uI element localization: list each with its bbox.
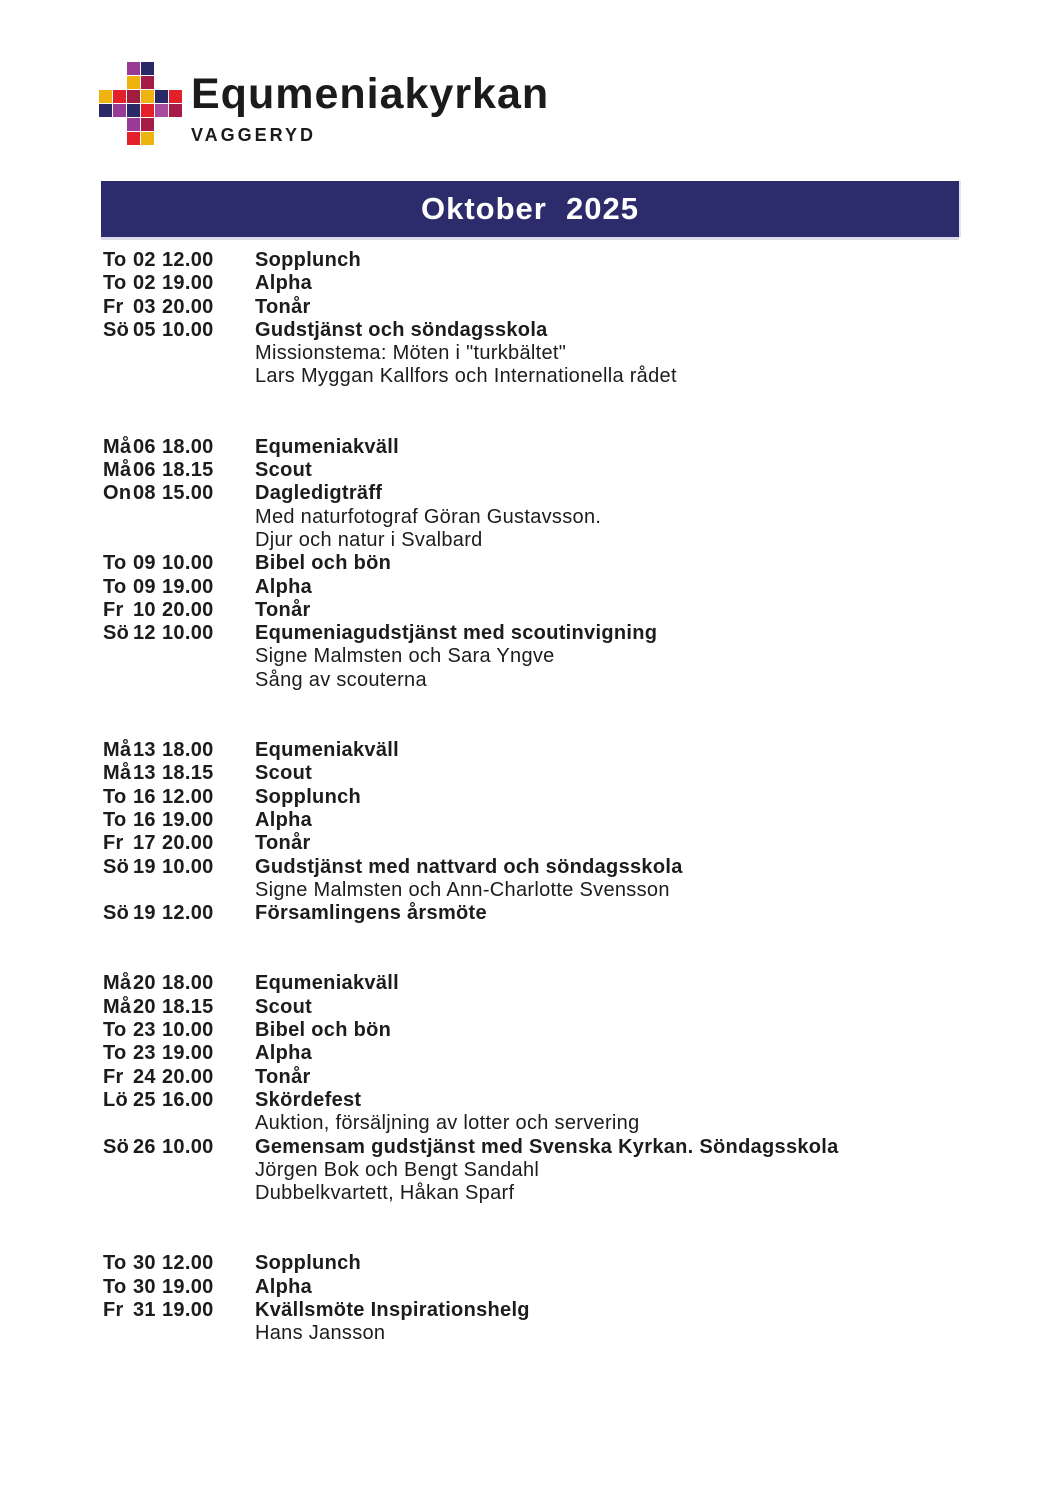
event-date: 30	[133, 1252, 156, 1275]
event-day: Må	[103, 459, 132, 482]
event-time: 20.00	[162, 832, 214, 855]
event-row	[103, 1042, 975, 1065]
event-time: 18.15	[162, 762, 214, 785]
event-title: Tonår	[255, 1065, 311, 1088]
event-row	[103, 622, 975, 645]
event-date: 19	[133, 855, 156, 878]
event-detail: Hans Jansson	[255, 1322, 386, 1345]
event-row	[103, 762, 975, 785]
event-date: 20	[133, 995, 156, 1018]
event-day: Må	[103, 435, 132, 458]
logo-cross-cell	[99, 104, 112, 117]
logo-cross-cell	[141, 104, 154, 117]
event-row	[103, 809, 975, 832]
event-title: Församlingens årsmöte	[255, 902, 487, 925]
logo-cross-cell	[141, 132, 154, 145]
event-detail: Djur och natur i Svalbard	[255, 528, 483, 551]
event-title: Alpha	[255, 808, 313, 831]
event-row	[103, 249, 975, 272]
event-title: Kvällsmöte Inspirationshelg	[255, 1298, 530, 1321]
event-day: Lö	[103, 1088, 129, 1111]
schedule-block	[103, 436, 975, 692]
event-day: To	[103, 1275, 127, 1298]
month-title-bar	[101, 181, 959, 237]
event-date: 26	[133, 1135, 156, 1158]
event-time: 20.00	[162, 1065, 214, 1088]
event-day: Fr	[103, 598, 124, 621]
event-row	[103, 1089, 975, 1112]
event-detail: Sång av scouterna	[255, 668, 427, 691]
event-time: 10.00	[162, 855, 214, 878]
event-title: Alpha	[255, 1042, 313, 1065]
event-row	[103, 786, 975, 809]
event-title: Scout	[255, 762, 313, 785]
event-day: Fr	[103, 1298, 124, 1321]
event-title: Skördefest	[255, 1088, 362, 1111]
event-detail: Signe Malmsten och Sara Yngve	[255, 645, 555, 668]
event-title: Equmeniakväll	[255, 972, 399, 995]
event-day: To	[103, 1019, 127, 1042]
event-day: Sö	[103, 902, 130, 925]
month-title: Oktober 2025	[420, 191, 640, 226]
equmeniakyrkan-cross-icon	[99, 62, 182, 145]
event-time: 19.00	[162, 1298, 214, 1321]
event-title: Gudstjänst med nattvard och söndagsskola	[255, 855, 683, 878]
event-title: Bibel och bön	[255, 1019, 392, 1042]
event-row	[103, 1299, 975, 1322]
event-detail: Lars Myggan Kallfors och Internationella rådet	[255, 365, 677, 388]
event-day: Sö	[103, 1135, 130, 1158]
event-date: 12	[133, 622, 156, 645]
event-time: 12.00	[162, 902, 214, 925]
logo-cross-cell	[141, 118, 154, 131]
schedule-block	[103, 739, 975, 925]
event-day: Må	[103, 995, 132, 1018]
event-title: Gemensam gudstjänst med Svenska Kyrkan. Söndagsskola	[255, 1135, 839, 1158]
event-day: On	[103, 482, 132, 505]
event-date: 13	[133, 739, 156, 762]
logo-cross-cell	[141, 62, 154, 75]
schedule	[103, 249, 975, 1346]
event-title: Alpha	[255, 575, 313, 598]
event-time: 16.00	[162, 1088, 214, 1111]
event-day: Må	[103, 972, 132, 995]
event-date: 09	[133, 575, 156, 598]
event-day: To	[103, 249, 127, 271]
event-row	[103, 272, 975, 295]
event-row	[103, 552, 975, 575]
event-row	[103, 739, 975, 762]
event-time: 19.00	[162, 808, 214, 831]
event-row	[103, 1066, 975, 1089]
event-date: 16	[133, 808, 156, 831]
logo-cross-cell	[127, 132, 140, 145]
logo-cross-cell	[127, 118, 140, 131]
schedule-block	[103, 1252, 975, 1345]
logo-cross-cell	[169, 104, 182, 117]
logo-cross-cell	[169, 90, 182, 103]
event-title: Sopplunch	[255, 1252, 362, 1275]
event-row	[103, 599, 975, 622]
event-time: 12.00	[162, 1252, 214, 1275]
event-title: Equmeniakväll	[255, 435, 399, 458]
event-row	[103, 1136, 975, 1159]
event-day: Sö	[103, 855, 130, 878]
event-time: 10.00	[162, 318, 214, 341]
event-time: 19.00	[162, 575, 214, 598]
event-date: 13	[133, 762, 156, 785]
event-date: 17	[133, 832, 156, 855]
event-day: To	[103, 1252, 127, 1275]
event-row	[103, 319, 975, 342]
logo-text	[191, 60, 549, 146]
event-title: Tonår	[255, 832, 311, 855]
event-row	[103, 1276, 975, 1299]
event-day: To	[103, 808, 127, 831]
event-date: 09	[133, 552, 156, 575]
event-title: Bibel och bön	[255, 552, 392, 575]
event-title: Sopplunch	[255, 785, 362, 808]
event-title: Alpha	[255, 272, 313, 295]
event-time: 15.00	[162, 482, 214, 505]
event-date: 25	[133, 1088, 156, 1111]
event-row	[103, 972, 975, 995]
event-date: 24	[133, 1065, 156, 1088]
event-date: 10	[133, 598, 156, 621]
event-detail: Auktion, försäljning av lotter och servering	[255, 1112, 640, 1135]
event-date: 20	[133, 972, 156, 995]
event-time: 20.00	[162, 598, 214, 621]
event-date: 19	[133, 902, 156, 925]
event-day: Sö	[103, 318, 130, 341]
event-title: Alpha	[255, 1275, 313, 1298]
event-date: 05	[133, 318, 156, 341]
event-title: Equmeniagudstjänst med scoutinvigning	[255, 622, 658, 645]
event-row	[103, 832, 975, 855]
event-title: Scout	[255, 995, 313, 1018]
event-title: Equmeniakväll	[255, 739, 399, 762]
event-time: 19.00	[162, 1275, 214, 1298]
event-time: 18.00	[162, 435, 214, 458]
event-detail: Signe Malmsten och Ann-Charlotte Svensson	[255, 878, 670, 901]
logo-cross-cell	[127, 104, 140, 117]
event-detail: Jörgen Bok och Bengt Sandahl	[255, 1158, 540, 1181]
event-date: 16	[133, 785, 156, 808]
logo-cross-cell	[113, 104, 126, 117]
event-detail: Med naturfotograf Göran Gustavsson.	[255, 505, 602, 528]
event-date: 06	[133, 435, 156, 458]
event-title: Gudstjänst och söndagsskola	[255, 318, 548, 341]
event-day: To	[103, 575, 127, 598]
event-title: Scout	[255, 459, 313, 482]
event-title: Tonår	[255, 295, 311, 318]
event-title: Tonår	[255, 598, 311, 621]
event-day: To	[103, 785, 127, 808]
event-row	[103, 1252, 975, 1275]
event-title: Sopplunch	[255, 249, 362, 271]
event-time: 10.00	[162, 1019, 214, 1042]
event-row	[103, 296, 975, 319]
event-day: Fr	[103, 295, 124, 318]
logo-cross-cell	[141, 76, 154, 89]
event-detail: Missionstema: Möten i "turkbältet"	[255, 342, 567, 365]
logo	[99, 60, 549, 146]
event-day: Sö	[103, 622, 130, 645]
schedule-block	[103, 249, 975, 389]
event-date: 06	[133, 459, 156, 482]
event-row	[103, 436, 975, 459]
event-day: To	[103, 552, 127, 575]
event-time: 10.00	[162, 622, 214, 645]
event-row	[103, 902, 975, 925]
logo-cross-cell	[127, 62, 140, 75]
event-time: 19.00	[162, 1042, 214, 1065]
event-day: Fr	[103, 1065, 124, 1088]
event-date: 23	[133, 1042, 156, 1065]
schedule-block	[103, 972, 975, 1205]
event-row	[103, 856, 975, 879]
event-row	[103, 996, 975, 1019]
logo-subtitle: VAGGERYD	[191, 125, 317, 145]
event-row	[103, 459, 975, 482]
logo-cross-cell	[155, 90, 168, 103]
logo-cross-cell	[155, 104, 168, 117]
event-date: 08	[133, 482, 156, 505]
event-date: 23	[133, 1019, 156, 1042]
event-day: To	[103, 1042, 127, 1065]
event-day: Må	[103, 739, 132, 762]
event-day: To	[103, 272, 127, 295]
event-time: 10.00	[162, 1135, 214, 1158]
logo-cross-cell	[113, 90, 126, 103]
event-time: 19.00	[162, 272, 214, 295]
event-time: 20.00	[162, 295, 214, 318]
event-title: Dagledigträff	[255, 482, 383, 505]
logo-cross-cell	[99, 90, 112, 103]
event-row	[103, 1019, 975, 1042]
event-date: 31	[133, 1298, 156, 1321]
event-time: 10.00	[162, 552, 214, 575]
event-time: 18.15	[162, 459, 214, 482]
logo-cross-cell	[127, 76, 140, 89]
event-date: 30	[133, 1275, 156, 1298]
logo-cross-cell	[141, 90, 154, 103]
event-time: 12.00	[162, 249, 214, 271]
event-time: 18.00	[162, 972, 214, 995]
event-time: 12.00	[162, 785, 214, 808]
event-time: 18.15	[162, 995, 214, 1018]
event-day: Fr	[103, 832, 124, 855]
event-row	[103, 482, 975, 505]
event-time: 18.00	[162, 739, 214, 762]
logo-wordmark: Equmeniakyrkan	[191, 70, 550, 118]
event-date: 02	[133, 272, 156, 295]
event-day: Må	[103, 762, 132, 785]
event-date: 02	[133, 249, 156, 271]
event-row	[103, 576, 975, 599]
event-detail: Dubbelkvartett, Håkan Sparf	[255, 1182, 515, 1205]
logo-cross-cell	[127, 90, 140, 103]
event-date: 03	[133, 295, 156, 318]
